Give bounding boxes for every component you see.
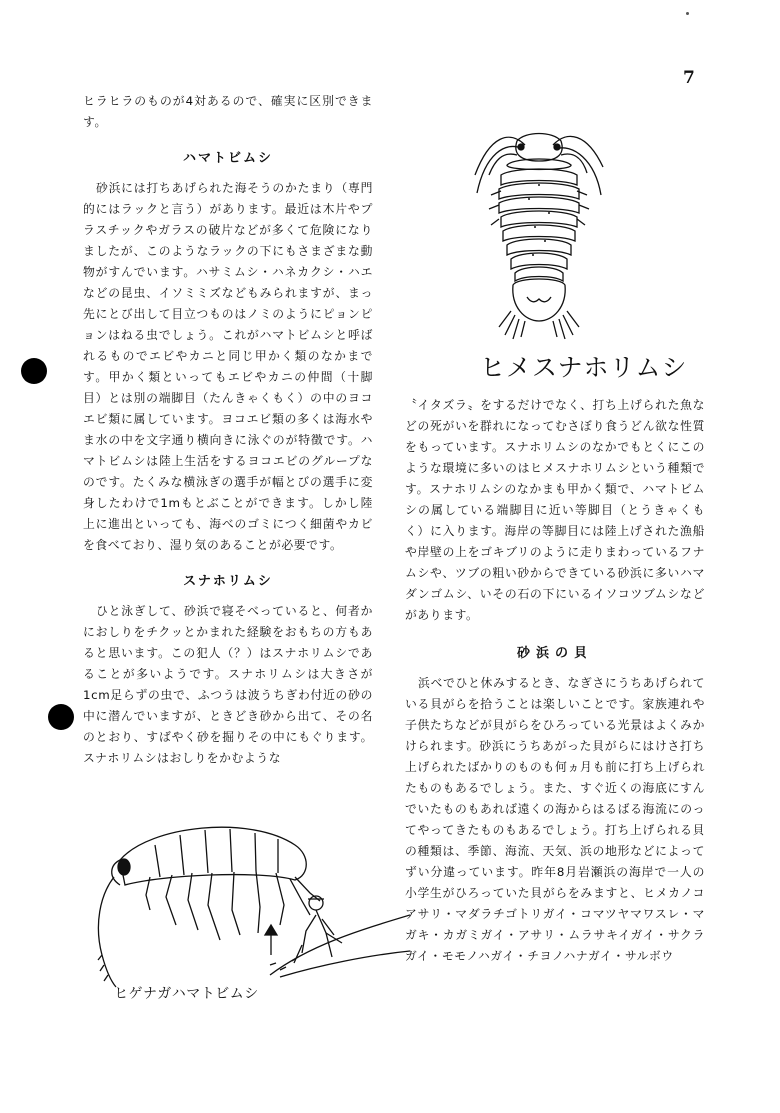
shells-paragraph: 浜べでひと休みするとき、なぎさにうちあげられている貝がらを拾うことは楽しいことです。家族連れや子供たちなどが貝がらをひろっている光景はよくみかけられます。砂浜にうちあがった貝がらにはけさ打ち上げられたばかりのものも何ヵ月も前に打ち上げられたものもあるでしょう。また、すぐ近くの海底にすんでいたものもあれば遠くの海からはるばる海流にのってやってきたものもあるでしょう。打ち上げられる貝の種類は、季節、海流、天気、浜の地形などによってずい分違っています。昨年8月岩瀬浜の海岸で一人の小学生がひろっていた貝がらをみますと、ヒメカノコアサリ・マダラチゴトリガイ・コマツヤマワスレ・マガキ・カガミガイ・アサリ・ムラサキイガイ・サクラガイ・モモノハガイ・チヨノハナガイ・サルボウ [405, 676, 705, 963]
amphipod-illustration [80, 815, 410, 1005]
right-column [405, 395, 705, 967]
sunahorimushi-paragraph: ひと泳ぎして、砂浜で寝そべっていると、何者かにおしりをチクッとかまれた経験をおもちの方もあると思います。この犯人（？）はスナホリムシであることが多いようです。スナホリムシは大きさが1cm足らずの虫で、ふつうは波うちぎわ付近の砂の中に潜んでいますが、ときどき砂から出て、その名のとおり、すばやく砂を掘りその中にもぐります。スナホリムシはおしりをかむような [83, 604, 373, 765]
paper-speck [686, 12, 689, 15]
continued-paragraph: 〝イタズラ〟をするだけでなく、打ち上げられた魚などの死がいを群れになってむさぼり食うどん欲な性質をもっています。スナホリムシのなかでもとくにこのような環境に多いのはヒメスナホリムシという種類です。スナホリムシのなかまも甲かく類で、ハマトビムシの属している端脚目に近い等脚目（とうきゃくもく）に入ります。海岸の等脚目には陸上げされた漁船や岸壁の上をゴキブリのように走りまわっているフナムシや、ツブの粗い砂からできている砂浜に多いハマダンゴムシ、いその石の下にいるイソコツブムシなどがあります。 [405, 398, 705, 622]
heading-hamatobimushi: ハマトビムシ [182, 151, 273, 166]
hamatobimushi-paragraph: 砂浜には打ちあげられた海そうのかたまり（専門的にはラックと言う）があります。最近は木片やプラスチックやガラスの破片などが多くて危険になりましたが、このようなラックの下にもさまざまな動物がすんでいます。ハサミムシ・ハネカクシ・ハエなどの昆虫、イソミミズなどもみられますが、まっ先にとび出して目立つものはノミのようにピョンピョンはねる虫でしょう。これがハマトビムシと呼ばれるものでエビやカニと同じ甲かく類のなかまです。甲かく類といってもエビやカニの仲間（十脚目）とは別の端脚目（たんきゃくもく）の中のヨコエビ類に属しています。ヨコエビ類の多くは海水やま水の中を文字通り横向きに泳ぐのが特徴です。ハマトビムシは陸上生活をするヨコエビのグループなのです。たくみな横泳ぎの選手が幅とびの選手に変身したわけで1mもとぶことができます。しかし陸上に進出といっても、海べのゴミにつく細菌やカビを食べており、湿り気のあることが必要です。 [83, 181, 373, 552]
amphipod-caption: ヒゲナガハマトビムシ [114, 986, 259, 1002]
page-number: 7 [683, 68, 695, 88]
punch-hole-bottom [48, 704, 74, 730]
heading-sand-beach-shells: 砂浜の貝 [516, 646, 593, 661]
intro-paragraph: ヒラヒラのものが4対あるので、確実に区別できます。 [83, 94, 373, 129]
left-column [83, 91, 373, 769]
heading-sunahorimushi: スナホリムシ [183, 574, 273, 589]
punch-hole-top [21, 358, 47, 384]
isopod-caption: ヒメスナホリムシ [480, 353, 688, 382]
isopod-illustration [455, 115, 625, 345]
